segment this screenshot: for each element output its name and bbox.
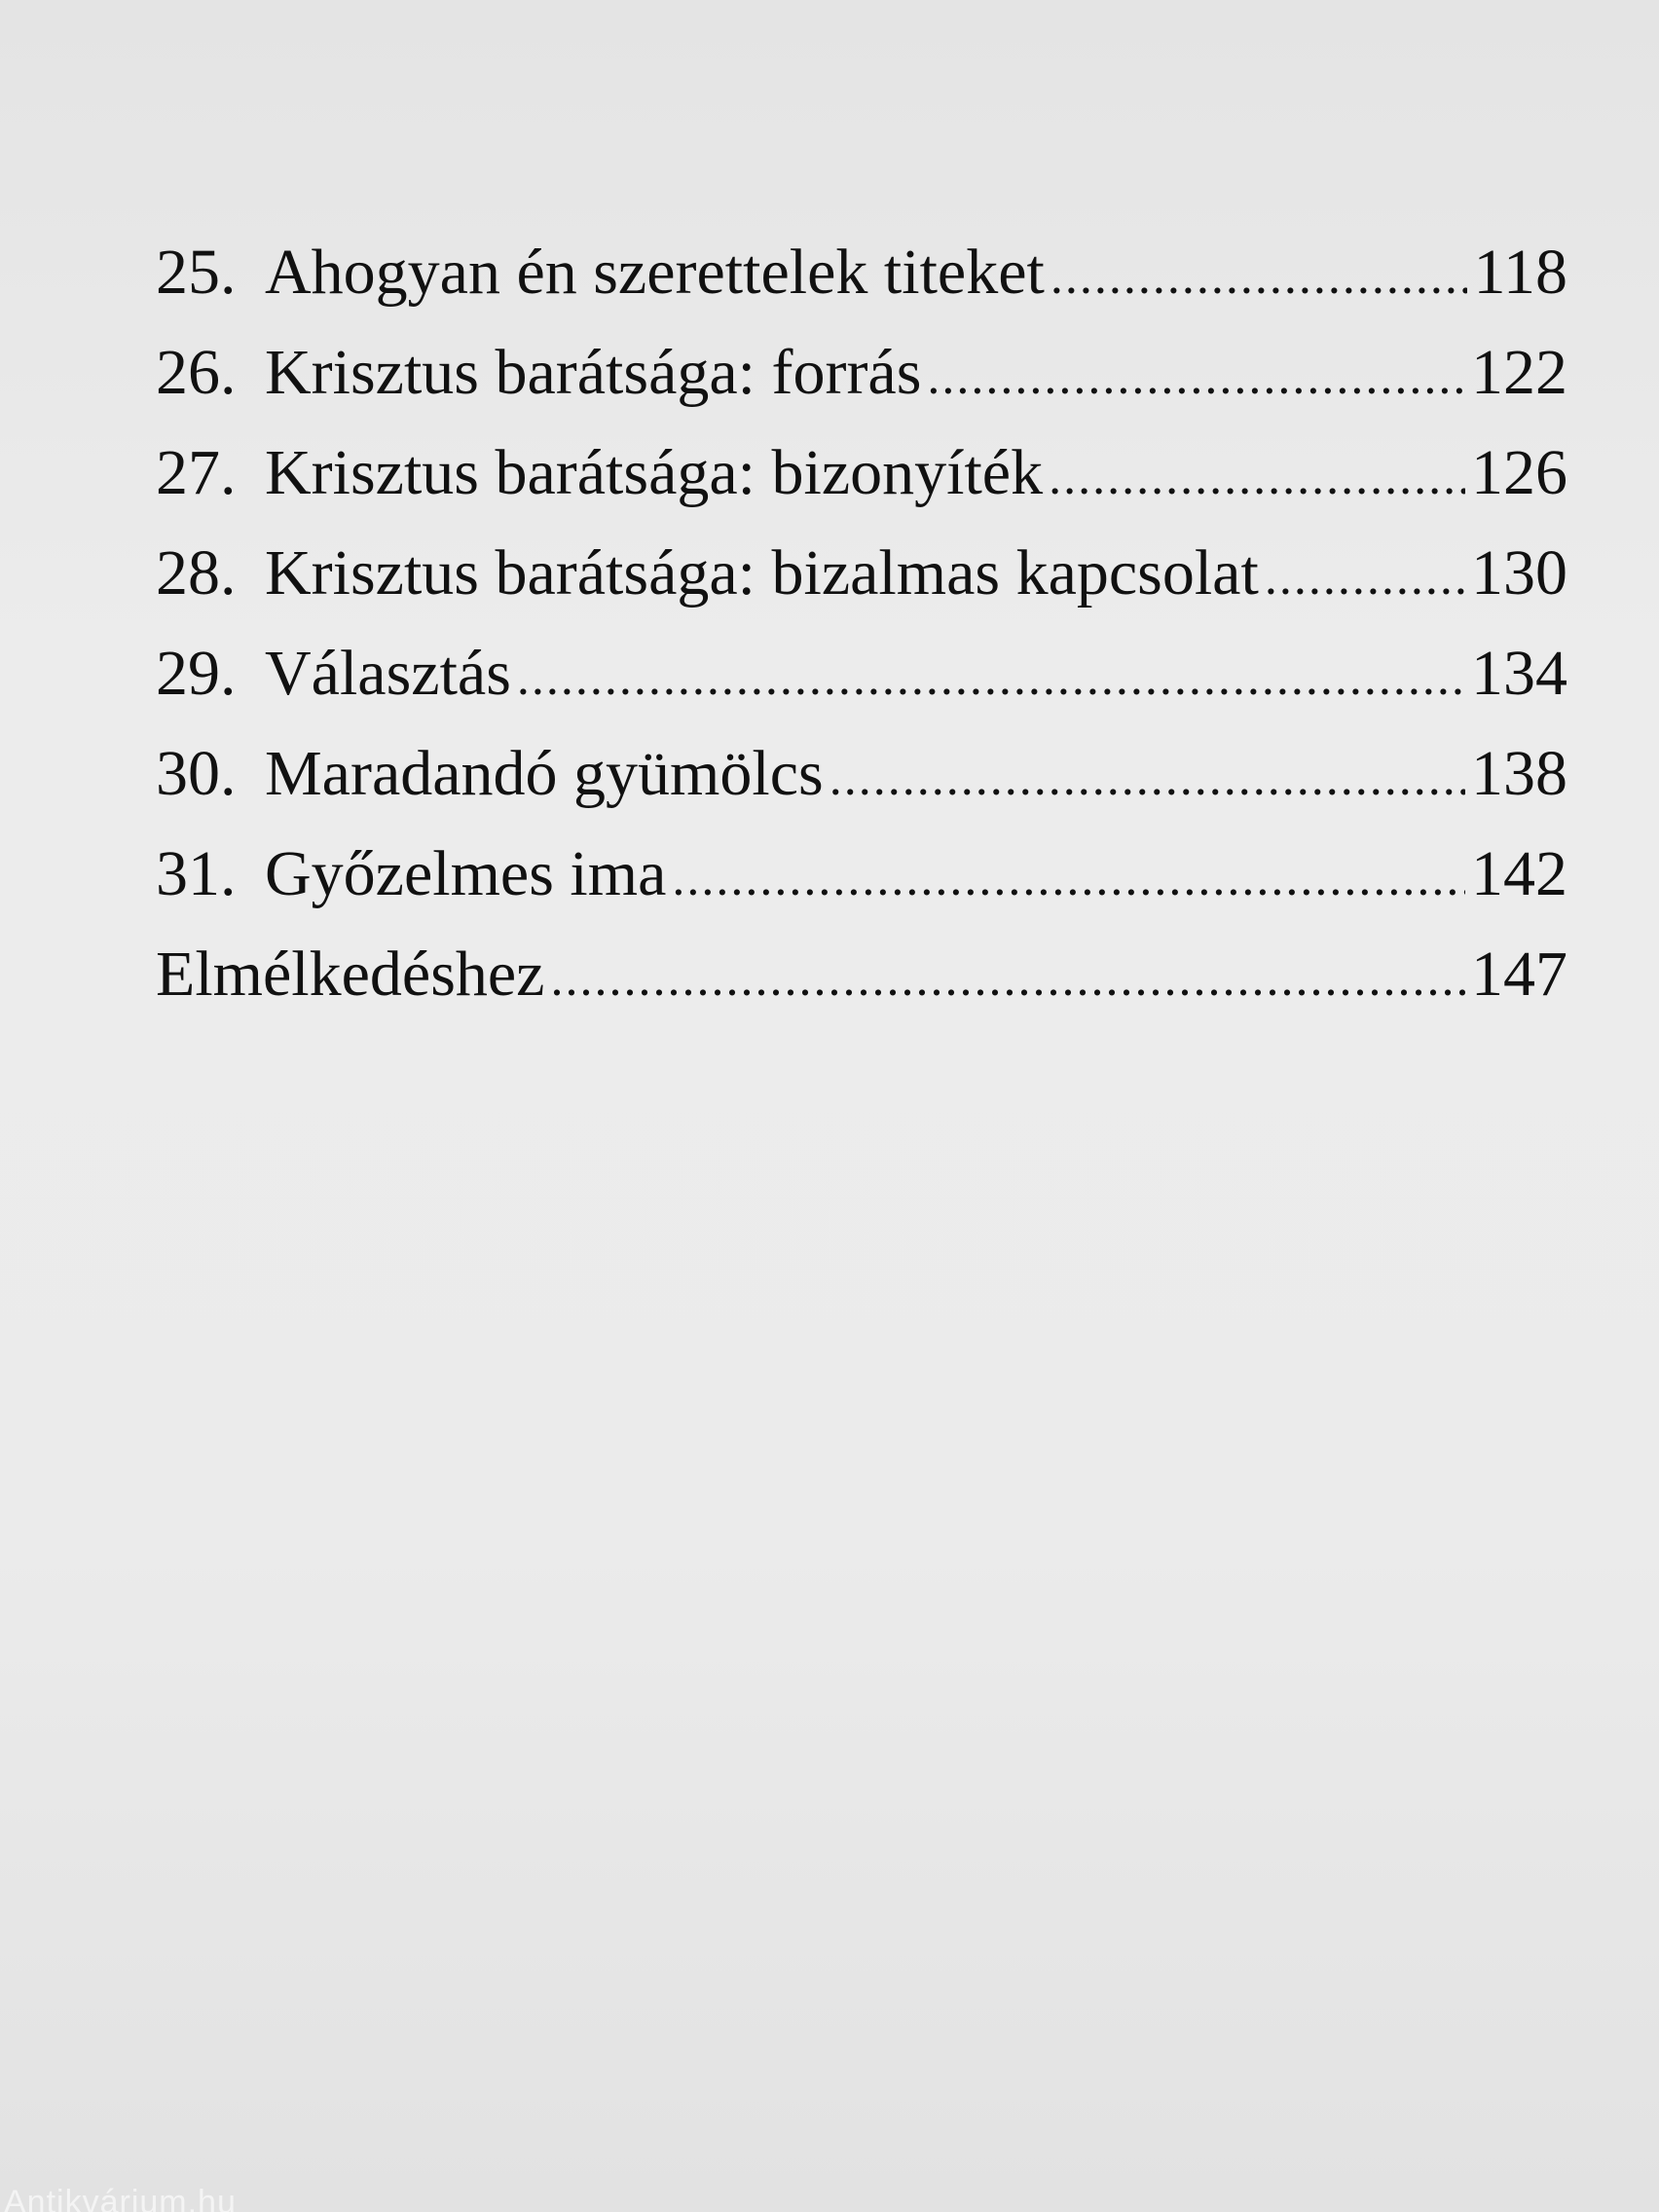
toc-entry-title: Krisztus barátsága: bizalmas kapcsolat [265, 537, 1259, 608]
toc-entry [156, 623, 1567, 723]
toc-leader-dots [517, 628, 1465, 728]
toc-entry [156, 723, 1567, 824]
toc-entry-title: Választás [265, 638, 511, 709]
toc-entry-number: 26. [156, 337, 237, 408]
toc-entry [156, 523, 1567, 623]
toc-entry-page: 142 [1471, 838, 1567, 909]
toc-entry-page: 130 [1471, 537, 1567, 608]
toc-entry-title: Krisztus barátsága: forrás [265, 337, 922, 408]
toc-entry-number: 30. [156, 738, 237, 809]
toc-entry-page: 134 [1471, 638, 1567, 709]
toc-entry-number: 27. [156, 437, 237, 508]
toc-entry [156, 222, 1567, 322]
toc-entry [156, 423, 1567, 523]
toc-leader-dots [1051, 227, 1468, 327]
toc-entry-page: 147 [1471, 939, 1567, 1010]
toc-entry [156, 824, 1567, 924]
toc-entry-number: 29. [156, 638, 237, 709]
toc-entry-number: 31. [156, 838, 237, 909]
toc-entry-page: 122 [1471, 337, 1567, 408]
toc-leader-dots [1265, 528, 1465, 628]
toc-entry-number: 25. [156, 237, 237, 308]
table-of-contents [156, 222, 1567, 1024]
toc-leader-dots [830, 728, 1465, 829]
toc-entry [156, 322, 1567, 423]
toc-leader-dots [927, 327, 1465, 427]
toc-entry [156, 924, 1567, 1024]
toc-entry-page: 138 [1471, 738, 1567, 809]
toc-entry-title: Ahogyan én szerettelek titeket [265, 237, 1045, 308]
toc-entry-title: Győzelmes ima [265, 838, 667, 909]
toc-entry-page: 126 [1471, 437, 1567, 508]
toc-entry-title: Elmélkedéshez [156, 939, 545, 1010]
toc-entry-title: Krisztus barátsága: bizonyíték [265, 437, 1044, 508]
toc-entry-number: 28. [156, 537, 237, 608]
toc-leader-dots [550, 929, 1465, 1029]
toc-entry-title: Maradandó gyümölcs [265, 738, 824, 809]
watermark-text: Antikvárium.hu [4, 2184, 237, 2212]
toc-leader-dots [672, 829, 1465, 929]
toc-entry-page: 118 [1473, 237, 1567, 308]
toc-leader-dots [1049, 427, 1465, 528]
